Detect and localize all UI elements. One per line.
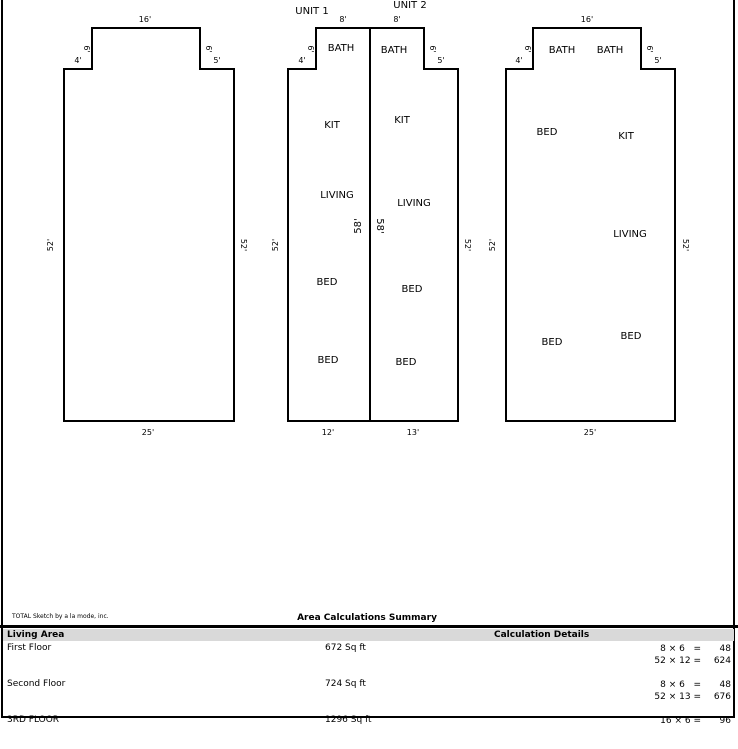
dim-left-step-h-left: 6' bbox=[82, 45, 91, 53]
calc-line: 16 × 6 = 96 bbox=[660, 716, 731, 726]
dim-right-step-w-right: 5' bbox=[654, 56, 662, 65]
calc-line: 52 × 13 = 676 bbox=[654, 692, 731, 702]
room-unit1-living: LIVING bbox=[320, 190, 354, 201]
dim-left-side-left: 52' bbox=[46, 238, 55, 252]
dim-mid-side-left: 52' bbox=[271, 238, 280, 252]
summary-title: Area Calculations Summary bbox=[297, 613, 437, 623]
row-area: 724 Sq ft bbox=[325, 679, 366, 689]
dim-left-top: 16' bbox=[138, 15, 152, 24]
dim-mid-side-right: 52' bbox=[463, 238, 472, 252]
room-unit2-bed-1: BED bbox=[401, 284, 423, 295]
dim-left-side-right: 52' bbox=[239, 238, 248, 252]
table-row bbox=[3, 713, 734, 749]
dim-right-step-w-left: 4' bbox=[515, 56, 523, 65]
calc-details bbox=[654, 643, 731, 667]
dim-mid-bottom-right: 13' bbox=[406, 428, 420, 437]
unit-1-label: UNIT 1 bbox=[295, 6, 329, 17]
dim-right-bottom: 25' bbox=[583, 428, 597, 437]
header-calculation-details: Calculation Details bbox=[494, 630, 590, 640]
table-row bbox=[3, 641, 734, 677]
left-plan-outline bbox=[64, 28, 234, 421]
dim-mid-top-right: 8' bbox=[393, 15, 401, 24]
dim-right-top: 16' bbox=[580, 15, 594, 24]
table-header bbox=[3, 629, 734, 641]
room-right-bed-2: BED bbox=[541, 337, 563, 348]
calc-details bbox=[654, 679, 731, 703]
dim-mid-step-h-left: 6' bbox=[306, 45, 315, 53]
calc-line: 8 × 6 = 48 bbox=[660, 680, 731, 690]
dim-mid-step-w-right: 5' bbox=[437, 56, 445, 65]
dim-mid-center-right: 58' bbox=[374, 218, 385, 234]
row-label: 3RD FLOOR bbox=[7, 715, 60, 725]
dim-left-step-h-right: 6' bbox=[204, 45, 213, 53]
unit-2-label: UNIT 2 bbox=[393, 0, 427, 11]
dim-left-step-w-right: 5' bbox=[213, 56, 221, 65]
dim-mid-center-left: 58' bbox=[353, 218, 364, 234]
room-right-living: LIVING bbox=[613, 229, 647, 240]
row-area: 1296 Sq ft bbox=[325, 715, 372, 725]
dim-right-step-h-left: 6' bbox=[523, 45, 532, 53]
dim-right-side-left: 52' bbox=[488, 238, 497, 252]
room-unit2-bed-2: BED bbox=[395, 357, 417, 368]
calc-details bbox=[660, 715, 731, 727]
room-unit1-kit: KIT bbox=[324, 120, 340, 131]
header-living-area: Living Area bbox=[7, 630, 65, 640]
right-plan-outline bbox=[506, 28, 675, 421]
room-unit1-bed-2: BED bbox=[317, 355, 339, 366]
room-right-bed-3: BED bbox=[620, 331, 642, 342]
room-right-kit: KIT bbox=[618, 131, 634, 142]
dim-left-bottom: 25' bbox=[141, 428, 155, 437]
room-unit2-kit: KIT bbox=[394, 115, 410, 126]
dim-right-side-right: 52' bbox=[681, 238, 690, 252]
dim-right-step-h-right: 6' bbox=[645, 45, 654, 53]
table-row bbox=[3, 677, 734, 713]
software-credit: TOTAL Sketch by a la mode, inc. bbox=[12, 613, 109, 620]
calc-line: 8 × 6 = 48 bbox=[660, 644, 731, 654]
room-unit1-bath: BATH bbox=[327, 43, 355, 54]
room-unit2-living: LIVING bbox=[397, 198, 431, 209]
row-label: Second Floor bbox=[7, 679, 66, 689]
section-divider bbox=[0, 625, 738, 628]
room-unit2-bath: BATH bbox=[380, 45, 408, 56]
middle-plan-outline bbox=[288, 28, 458, 421]
room-unit1-bed-1: BED bbox=[316, 277, 338, 288]
dim-mid-top-left: 8' bbox=[339, 15, 347, 24]
row-area: 672 Sq ft bbox=[325, 643, 366, 653]
calc-line: 52 × 12 = 624 bbox=[654, 656, 731, 666]
room-right-bath-1: BATH bbox=[548, 45, 576, 56]
dim-mid-step-h-right: 6' bbox=[428, 45, 437, 53]
dim-mid-step-w-left: 4' bbox=[298, 56, 306, 65]
room-right-bed-1: BED bbox=[536, 127, 558, 138]
area-calculations-table bbox=[3, 629, 734, 749]
dim-mid-bottom-left: 12' bbox=[321, 428, 335, 437]
dim-left-step-w-left: 4' bbox=[74, 56, 82, 65]
room-right-bath-2: BATH bbox=[596, 45, 624, 56]
row-label: First Floor bbox=[7, 643, 52, 653]
